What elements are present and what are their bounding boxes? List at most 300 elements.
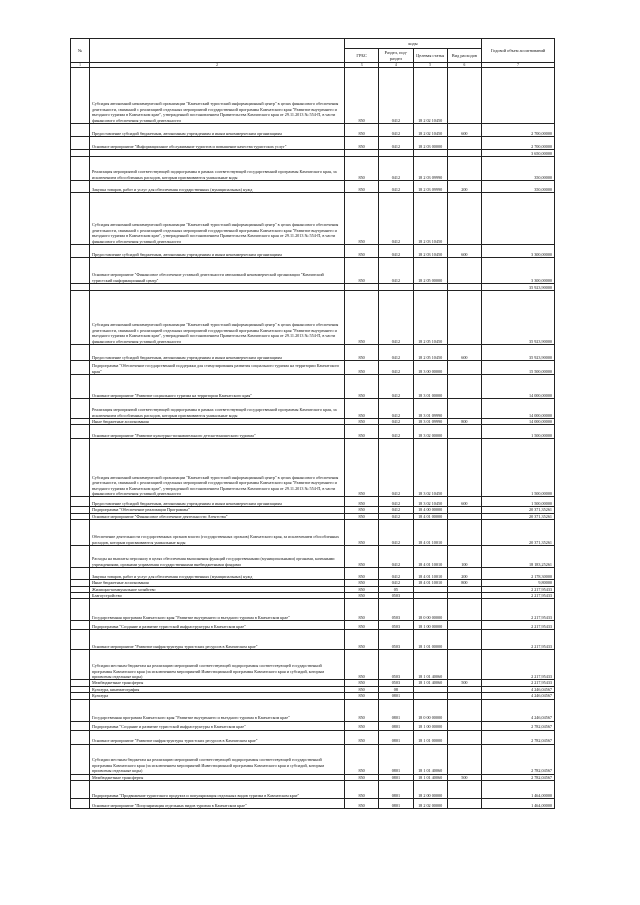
- row-name: Предоставление субсидий бюджетным, автономным учреждениям и иным некоммерческим организациям: [90, 497, 345, 507]
- row-name: Расходы на выплаты персоналу в целях обеспечения выполнения функций государственными (муниципальными) органами, казенными учреждениями, органами управления государственными внебюджетными фондами: [90, 546, 345, 568]
- row-number: [71, 799, 90, 809]
- row-grbs: 850: [345, 693, 379, 699]
- row-grbs: 850: [345, 621, 379, 630]
- row-target-article: 18 3 01 09990: [413, 399, 447, 419]
- row-grbs: 850: [345, 744, 379, 774]
- colnum: 2: [90, 63, 345, 68]
- row-section: 0801: [379, 774, 413, 780]
- row-target-article: 18 1 01 00000: [413, 730, 447, 744]
- row-target-article: 18 2 03 10450: [413, 245, 447, 258]
- row-grbs: 850: [345, 425, 379, 439]
- row-target-article: 18 3 01 00000: [413, 375, 447, 399]
- row-section: 08: [379, 686, 413, 692]
- table-row: [71, 150, 555, 157]
- row-grbs: 850: [345, 799, 379, 809]
- row-amount: 4 246,04567: [482, 699, 555, 721]
- row-expense-type: [447, 650, 481, 680]
- table-row: [71, 781, 555, 799]
- row-amount: 3 300,00000: [482, 258, 555, 284]
- row-expense-type: [447, 193, 481, 245]
- row-target-article: [413, 284, 447, 291]
- col-name-header: [90, 39, 345, 63]
- row-target-article: 18 3 02 10450: [413, 439, 447, 497]
- row-amount: 2 782,04567: [482, 774, 555, 780]
- table-row: [71, 799, 555, 809]
- row-amount: 14 000,00000: [482, 419, 555, 425]
- row-section: 0801: [379, 699, 413, 721]
- row-expense-type: [447, 425, 481, 439]
- row-target-article: 18 3 01 09990: [413, 419, 447, 425]
- row-amount: 14 000,00000: [482, 375, 555, 399]
- row-section: 0412: [379, 497, 413, 507]
- row-section: 0412: [379, 345, 413, 361]
- row-number: [71, 546, 90, 568]
- table-row: [71, 124, 555, 137]
- row-expense-type: [447, 361, 481, 375]
- row-number: [71, 630, 90, 650]
- row-amount: 35 923,90000: [482, 284, 555, 291]
- row-expense-type: 200: [447, 568, 481, 580]
- row-expense-type: [447, 439, 481, 497]
- row-target-article: 18 1 01 40060: [413, 650, 447, 680]
- row-amount: 20 371,35261: [482, 513, 555, 519]
- row-name: Межбюджетные трансферты: [90, 680, 345, 686]
- row-grbs: 850: [345, 599, 379, 621]
- table-row: [71, 744, 555, 774]
- table-row: [71, 258, 555, 284]
- colnum: 7: [482, 63, 555, 68]
- row-name: Подпрограмма "Продвижение туристского продукта и популяризация отдельных видов туризма в Камчатском крае": [90, 781, 345, 799]
- row-section: 0412: [379, 193, 413, 245]
- row-grbs: 850: [345, 419, 379, 425]
- row-expense-type: [447, 630, 481, 650]
- row-expense-type: [447, 744, 481, 774]
- row-expense-type: [447, 520, 481, 546]
- row-amount: 20 371,35261: [482, 520, 555, 546]
- row-amount: 18 183,25261: [482, 546, 555, 568]
- row-expense-type: 800: [447, 419, 481, 425]
- col-num-header: №: [71, 39, 90, 63]
- row-section: 0412: [379, 425, 413, 439]
- row-target-article: 18 2 03 09990: [413, 157, 447, 181]
- row-grbs: 850: [345, 580, 379, 586]
- col-grbs-header: ГРБС: [345, 49, 379, 63]
- colnum: 4: [379, 63, 413, 68]
- row-section: 0412: [379, 157, 413, 181]
- row-grbs: 850: [345, 507, 379, 513]
- row-name: Государственная программа Камчатского края "Развитие внутреннего и въездного туризма в Камчатском крае": [90, 599, 345, 621]
- row-number: [71, 150, 90, 157]
- row-number: [71, 124, 90, 137]
- row-amount: [482, 68, 555, 124]
- row-name: Основное мероприятие "Информационное обслуживание туристов и повышение качества туристских услуг": [90, 137, 345, 150]
- row-grbs: 850: [345, 245, 379, 258]
- row-grbs: 850: [345, 650, 379, 680]
- table-row: [71, 181, 555, 193]
- table-row: [71, 439, 555, 497]
- table-row: [71, 650, 555, 680]
- row-amount: 9,80000: [482, 580, 555, 586]
- row-target-article: 18 1 00 00000: [413, 721, 447, 730]
- row-amount: 350,00000: [482, 181, 555, 193]
- row-grbs: 850: [345, 193, 379, 245]
- row-section: 0412: [379, 580, 413, 586]
- table-row: [71, 361, 555, 375]
- row-name: Закупка товаров, работ и услуг для обеспечения государственных (муниципальных) нужд: [90, 568, 345, 580]
- row-amount: 2 178,30000: [482, 568, 555, 580]
- row-section: 05: [379, 586, 413, 592]
- row-target-article: 18 3 02 00000: [413, 425, 447, 439]
- row-expense-type: 500: [447, 774, 481, 780]
- table-row: [71, 425, 555, 439]
- row-number: [71, 781, 90, 799]
- row-grbs: 850: [345, 399, 379, 419]
- row-number: [71, 621, 90, 630]
- row-grbs: 850: [345, 181, 379, 193]
- row-grbs: 850: [345, 258, 379, 284]
- row-amount: 1 500,00000: [482, 425, 555, 439]
- row-expense-type: [447, 699, 481, 721]
- row-section: 0801: [379, 693, 413, 699]
- row-section: 0412: [379, 291, 413, 345]
- row-amount: 2 217,95433: [482, 593, 555, 599]
- row-name: Подпрограмма "Создание и развитие туристской инфраструктуры в Камчатском крае": [90, 721, 345, 730]
- row-target-article: 18 1 01 40060: [413, 680, 447, 686]
- row-expense-type: [447, 730, 481, 744]
- row-amount: 2 700,00000: [482, 137, 555, 150]
- row-amount: 2 217,95433: [482, 630, 555, 650]
- row-grbs: 850: [345, 439, 379, 497]
- row-grbs: 850: [345, 568, 379, 580]
- colnum: 1: [71, 63, 90, 68]
- row-amount: 2 217,95433: [482, 650, 555, 680]
- row-section: 0412: [379, 181, 413, 193]
- row-target-article: 18 3 02 10450: [413, 497, 447, 507]
- row-grbs: 850: [345, 593, 379, 599]
- row-section: 0412: [379, 375, 413, 399]
- row-amount: 2 217,95433: [482, 586, 555, 592]
- row-grbs: 850: [345, 345, 379, 361]
- row-target-article: 18 2 00 00000: [413, 781, 447, 799]
- row-section: 0412: [379, 124, 413, 137]
- table-row: [71, 568, 555, 580]
- table-row: [71, 157, 555, 181]
- row-section: 0503: [379, 599, 413, 621]
- row-number: [71, 425, 90, 439]
- row-amount: 2 782,04567: [482, 730, 555, 744]
- row-name: Основное мероприятие "Финансовое обеспечение деятельности Агентства": [90, 513, 345, 519]
- table-row: [71, 599, 555, 621]
- table-row: [71, 621, 555, 630]
- row-name: [90, 284, 345, 291]
- row-amount: 14 000,00000: [482, 399, 555, 419]
- row-expense-type: [447, 721, 481, 730]
- row-section: 0412: [379, 68, 413, 124]
- row-section: 0503: [379, 650, 413, 680]
- row-name: Культура: [90, 693, 345, 699]
- budget-table: [70, 38, 555, 809]
- row-amount: [482, 193, 555, 245]
- row-name: Основное мероприятие "Финансовое обеспечение уставной деятельности автономной некоммерческой организации "Камчатский туристский информационный центр": [90, 258, 345, 284]
- row-target-article: 18 2 02 10450: [413, 124, 447, 137]
- row-amount: 35 923,90000: [482, 291, 555, 345]
- col-section-header: Раздел, под-раздел: [379, 49, 413, 63]
- row-name: Реализация мероприятий соответствующей подпрограммы в рамках соответствующей государственной программы Камчатского края, за исключением обособленных расходов, которым присваиваются уникальные коды: [90, 157, 345, 181]
- row-expense-type: [447, 284, 481, 291]
- row-target-article: 18 2 02 00000: [413, 799, 447, 809]
- colnum: 6: [447, 63, 481, 68]
- row-name: Культура, кинематография: [90, 686, 345, 692]
- row-expense-type: 600: [447, 497, 481, 507]
- row-section: 0801: [379, 799, 413, 809]
- row-number: [71, 399, 90, 419]
- row-number: [71, 650, 90, 680]
- col-target-header: Целевая статья: [413, 49, 447, 63]
- row-grbs: 850: [345, 375, 379, 399]
- row-section: 0801: [379, 781, 413, 799]
- row-amount: 3 650,00000: [482, 150, 555, 157]
- row-expense-type: 500: [447, 680, 481, 686]
- table-row: [71, 193, 555, 245]
- table-row: [71, 520, 555, 546]
- row-name: Субсидии местным бюджетам на реализацию мероприятий соответствующей подпрограммы соответствующей государственной программы Камчатского края (за исключением мероприятий Инвестиционной программы Камчатского края и субсидий, которым присвоены отдельные коды): [90, 650, 345, 680]
- row-target-article: 18 4 01 10010: [413, 546, 447, 568]
- row-name: Основное мероприятие "Развитие социального туризма на территории Камчатского края": [90, 375, 345, 399]
- row-section: [379, 284, 413, 291]
- row-number: [71, 68, 90, 124]
- row-amount: 15 500,00000: [482, 361, 555, 375]
- row-amount: 1 464,00000: [482, 781, 555, 799]
- table-row: [71, 375, 555, 399]
- row-number: [71, 245, 90, 258]
- row-amount: 2 217,95433: [482, 680, 555, 686]
- row-name: Обеспечение деятельности государственных органов власти (государственных органов) Камчатского края, за исключением обособленных расходов, которым присваиваются уникальные коды: [90, 520, 345, 546]
- row-grbs: 850: [345, 686, 379, 692]
- row-expense-type: [447, 137, 481, 150]
- row-target-article: 18 0 00 00000: [413, 599, 447, 621]
- row-expense-type: [447, 781, 481, 799]
- row-grbs: 850: [345, 513, 379, 519]
- row-number: [71, 599, 90, 621]
- row-grbs: 850: [345, 630, 379, 650]
- row-section: 0412: [379, 361, 413, 375]
- row-amount: 2 217,95433: [482, 599, 555, 621]
- row-name: [90, 150, 345, 157]
- row-expense-type: [447, 291, 481, 345]
- row-name: Иные бюджетные ассигнования: [90, 419, 345, 425]
- row-name: Межбюджетные трансферты: [90, 774, 345, 780]
- row-expense-type: 600: [447, 124, 481, 137]
- colnum: 3: [345, 63, 379, 68]
- table-row: [71, 137, 555, 150]
- row-expense-type: 800: [447, 580, 481, 586]
- row-amount: 350,00000: [482, 157, 555, 181]
- row-amount: 1 464,00000: [482, 799, 555, 809]
- row-expense-type: 200: [447, 181, 481, 193]
- row-target-article: [413, 150, 447, 157]
- row-name: Государственная программа Камчатского края "Развитие внутреннего и въездного туризма в Камчатском крае": [90, 699, 345, 721]
- table-row: [71, 399, 555, 419]
- codes-header: коды: [345, 39, 482, 49]
- row-section: 0412: [379, 507, 413, 513]
- col-total-header: Годовой объем ассигнований: [482, 39, 555, 63]
- row-expense-type: 100: [447, 546, 481, 568]
- row-target-article: 18 1 01 00000: [413, 630, 447, 650]
- row-name: Жилищно-коммунальное хозяйство: [90, 586, 345, 592]
- row-section: 0412: [379, 399, 413, 419]
- row-section: 0412: [379, 245, 413, 258]
- row-number: [71, 157, 90, 181]
- row-section: 0801: [379, 721, 413, 730]
- row-target-article: 18 2 05 10450: [413, 291, 447, 345]
- row-name: Основное мероприятие "Развитие инфраструктуры туристских ресурсов в Камчатском крае": [90, 730, 345, 744]
- row-section: 0412: [379, 546, 413, 568]
- row-number: [71, 181, 90, 193]
- row-grbs: 850: [345, 774, 379, 780]
- row-name: Предоставление субсидий бюджетным, автономным учреждениям и иным некоммерческим организациям: [90, 345, 345, 361]
- row-amount: 4 246,04567: [482, 693, 555, 699]
- row-section: 0412: [379, 513, 413, 519]
- row-name: Субсидия автономной некоммерческой организации "Камчатский туристский информационный центр" в целях финансового обеспечения деятельности, связанной с реализацией отдельных мероприятий государственной программы Камчатского края "Развитие внутреннего и въездного туризма в Камчатском крае", утвержденной постановлением Правительства Камчатского края от 29.11.2013 № 554-П, в части финансового обеспечения уставной деятельности: [90, 439, 345, 497]
- row-section: 0503: [379, 621, 413, 630]
- row-grbs: 850: [345, 781, 379, 799]
- row-name: Основное мероприятие "Развитие инфраструктуры туристских ресурсов в Камчатском крае": [90, 630, 345, 650]
- row-name: Субсидия автономной некоммерческой организации "Камчатский туристский информационный центр" в целях финансового обеспечения деятельности, связанной с реализацией отдельных мероприятий государственной программы Камчатского края "Развитие внутреннего и въездного туризма в Камчатском крае", утвержденной постановлением Правительства Камчатского края от 29.11.2013 № 554-П, в части финансового обеспечения уставной деятельности: [90, 68, 345, 124]
- colnum: 5: [413, 63, 447, 68]
- row-number: [71, 258, 90, 284]
- row-section: 0412: [379, 419, 413, 425]
- row-number: [71, 284, 90, 291]
- row-target-article: 18 2 03 10450: [413, 193, 447, 245]
- row-expense-type: [447, 375, 481, 399]
- row-section: 0412: [379, 137, 413, 150]
- row-name: Благоустройство: [90, 593, 345, 599]
- row-grbs: [345, 284, 379, 291]
- table-body: [71, 68, 555, 809]
- row-name: Подпрограмма "Обеспечение реализации Программы": [90, 507, 345, 513]
- row-number: [71, 193, 90, 245]
- row-grbs: 850: [345, 730, 379, 744]
- row-target-article: 18 4 00 00000: [413, 507, 447, 513]
- row-target-article: 18 4 01 10010: [413, 520, 447, 546]
- row-expense-type: 600: [447, 345, 481, 361]
- row-name: Предоставление субсидий бюджетным, автономным учреждениям и иным некоммерческим организациям: [90, 124, 345, 137]
- row-expense-type: [447, 599, 481, 621]
- row-number: [71, 730, 90, 744]
- row-section: 0801: [379, 730, 413, 744]
- row-target-article: 18 4 01 10010: [413, 568, 447, 580]
- row-section: 0801: [379, 744, 413, 774]
- row-number: [71, 520, 90, 546]
- row-number: [71, 497, 90, 507]
- row-number: [71, 361, 90, 375]
- row-name: Основное мероприятие "Развитие культурно-познавательного детско-юношеского туризма": [90, 425, 345, 439]
- row-section: 0412: [379, 568, 413, 580]
- row-target-article: 18 2 03 09990: [413, 181, 447, 193]
- row-target-article: 18 4 01 10010: [413, 580, 447, 586]
- row-amount: 2 782,04567: [482, 721, 555, 730]
- row-amount: 3 300,00000: [482, 245, 555, 258]
- row-grbs: 850: [345, 520, 379, 546]
- row-expense-type: 600: [447, 245, 481, 258]
- row-section: [379, 150, 413, 157]
- row-grbs: [345, 150, 379, 157]
- row-name: Закупка товаров, работ и услуг для обеспечения государственных (муниципальных) нужд: [90, 181, 345, 193]
- row-target-article: 18 2 02 10450: [413, 68, 447, 124]
- row-expense-type: [447, 258, 481, 284]
- row-grbs: 850: [345, 68, 379, 124]
- row-expense-type: [447, 157, 481, 181]
- row-name: Субсидия автономной некоммерческой организации "Камчатский туристский информационный центр" в целях финансового обеспечения деятельности, связанной с реализацией отдельных мероприятий государственной программы Камчатского края "Развитие внутреннего и въездного туризма в Камчатском крае", утвержденной постановлением Правительства Камчатского края от 29.11.2013 № 554-П, в части финансового обеспечения уставной деятельности: [90, 193, 345, 245]
- row-grbs: 850: [345, 680, 379, 686]
- row-grbs: 850: [345, 157, 379, 181]
- row-amount: 20 371,35261: [482, 507, 555, 513]
- table-row: [71, 546, 555, 568]
- row-expense-type: [447, 799, 481, 809]
- row-target-article: 18 4 01 00000: [413, 513, 447, 519]
- row-amount: 2 217,95433: [482, 621, 555, 630]
- row-number: [71, 345, 90, 361]
- row-target-article: 18 2 05 10450: [413, 345, 447, 361]
- row-name: Реализация мероприятий соответствующей подпрограммы в рамках соответствующей государственной программы Камчатского края, за исключением обособленных расходов, которым присваиваются уникальные коды: [90, 399, 345, 419]
- table-row: [71, 730, 555, 744]
- row-section: 0503: [379, 630, 413, 650]
- row-section: 0412: [379, 520, 413, 546]
- table-row: [71, 345, 555, 361]
- row-name: Подпрограмма "Обеспечение государственной поддержки для стимулирования развития социального туризма на территории Камчатского края": [90, 361, 345, 375]
- table-row: [71, 245, 555, 258]
- row-grbs: 850: [345, 124, 379, 137]
- row-grbs: 850: [345, 291, 379, 345]
- row-amount: 2 782,04567: [482, 744, 555, 774]
- row-number: [71, 744, 90, 774]
- table-row: [71, 630, 555, 650]
- row-target-article: 18 1 01 40060: [413, 744, 447, 774]
- row-number: [71, 291, 90, 345]
- row-amount: 4 246,04567: [482, 686, 555, 692]
- row-number: [71, 375, 90, 399]
- row-name: Субсидии местным бюджетам на реализацию мероприятий соответствующей подпрограммы соответствующей государственной программы Камчатского края (за исключением мероприятий Инвестиционной программы Камчатского края и субсидий, которым присвоены отдельные коды): [90, 744, 345, 774]
- table-row: [71, 291, 555, 345]
- row-name: Иные бюджетные ассигнования: [90, 580, 345, 586]
- row-amount: 1 500,00000: [482, 497, 555, 507]
- row-number: [71, 137, 90, 150]
- row-name: Основное мероприятие "Популяризация отдельных видов туризма в Камчатском крае": [90, 799, 345, 809]
- row-grbs: 850: [345, 137, 379, 150]
- row-name: Подпрограмма "Создание и развитие туристской инфраструктуры в Камчатском крае": [90, 621, 345, 630]
- table-row: [71, 68, 555, 124]
- row-grbs: 850: [345, 546, 379, 568]
- col-exptype-header: Вид расходов: [447, 49, 481, 63]
- table-row: [71, 699, 555, 721]
- row-expense-type: [447, 399, 481, 419]
- table-row: [71, 721, 555, 730]
- row-number: [71, 721, 90, 730]
- row-section: 0412: [379, 258, 413, 284]
- table-row: [71, 284, 555, 291]
- row-number: [71, 699, 90, 721]
- row-expense-type: [447, 68, 481, 124]
- row-grbs: 850: [345, 497, 379, 507]
- row-section: 0503: [379, 680, 413, 686]
- row-target-article: 18 3 00 00000: [413, 361, 447, 375]
- row-target-article: 18 1 00 00000: [413, 621, 447, 630]
- row-expense-type: [447, 150, 481, 157]
- row-section: 0503: [379, 593, 413, 599]
- row-grbs: 850: [345, 699, 379, 721]
- table-row: [71, 497, 555, 507]
- row-grbs: 850: [345, 586, 379, 592]
